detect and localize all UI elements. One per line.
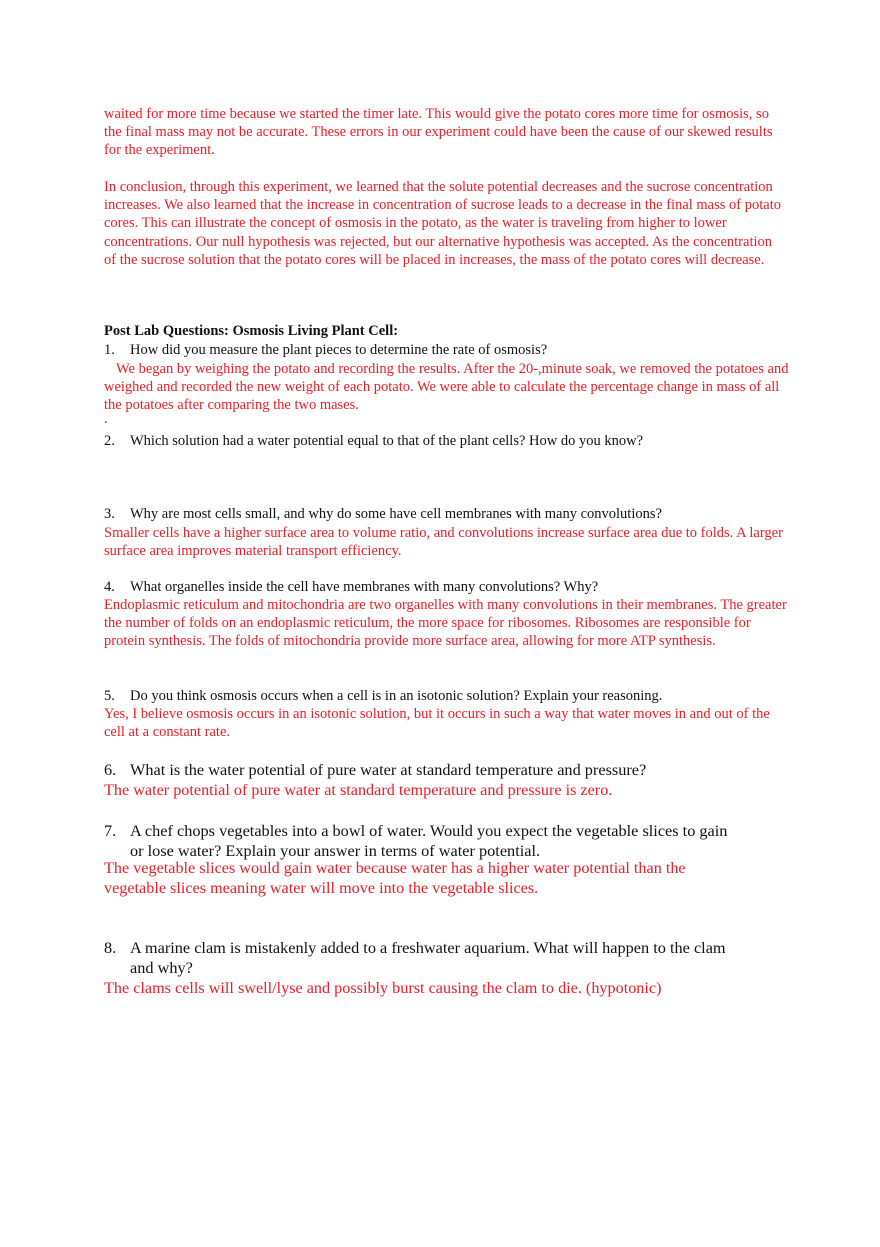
answer-8: The clams cells will swell/lyse and possibly burst causing the clam to die. (hypotonic)	[104, 979, 662, 997]
answer-4: Endoplasmic reticulum and mitochondria are two organelles with many convolutions in their membranes. The greater the number of folds on an endoplasmic reticulum, the more space for ribosomes. Ribosomes are responsible for protein synthesis. The folds of mitochondria provide more surface area, allowing for more ATP synthesis.	[104, 597, 787, 650]
question-7	[104, 821, 784, 860]
question-number: 4.	[104, 579, 115, 595]
question-text: Do you think osmosis occurs when a cell is in an isotonic solution? Explain your reasoning.	[130, 688, 663, 704]
question-number: 3.	[104, 506, 115, 522]
question-number: 7.	[104, 821, 117, 840]
answer-5: Yes, I believe osmosis occurs in an isotonic solution, but it occurs in such a way that water moves in and out of the cell at a constant rate.	[104, 706, 770, 741]
question-number: 5.	[104, 688, 115, 704]
question-text-line1: A chef chops vegetables into a bowl of water. Would you expect the vegetable slices to gain	[130, 821, 728, 840]
question-text: Which solution had a water potential equal to that of the plant cells? How do you know?	[130, 433, 644, 449]
answer-6: The water potential of pure water at standard temperature and pressure is zero.	[104, 781, 613, 799]
question-text: How did you measure the plant pieces to determine the rate of osmosis?	[130, 342, 548, 358]
question-3	[104, 505, 784, 523]
question-text: Why are most cells small, and why do some have cell membranes with many convolutions?	[130, 506, 662, 522]
stray-mark: .	[104, 412, 108, 427]
question-number: 8.	[104, 938, 117, 957]
question-8	[104, 938, 784, 977]
question-text: What organelles inside the cell have membranes with many convolutions? Why?	[130, 579, 599, 595]
question-text: What is the water potential of pure water at standard temperature and pressure?	[130, 760, 647, 779]
question-text-line2: and why?	[130, 957, 193, 977]
question-1	[104, 341, 784, 359]
answer-7: The vegetable slices would gain water because water has a higher water potential than the vegetable slices meaning water will move into the vegetable slices.	[104, 859, 686, 897]
question-number: 1.	[104, 342, 115, 358]
question-6	[104, 760, 784, 780]
question-text-line1: A marine clam is mistakenly added to a freshwater aquarium. What will happen to the clam	[130, 938, 726, 957]
question-text-line2: or lose water? Explain your answer in terms of water potential.	[130, 840, 541, 860]
question-4	[104, 578, 784, 596]
answer-1: We began by weighing the potato and recording the results. After the 20-,minute soak, we removed the potatoes and weighed and recorded the new weight of each potato. We were able to calculate the percentage change in mass of all the potatoes after comparing the two mases.	[104, 361, 789, 414]
question-number: 2.	[104, 433, 115, 449]
intro-paragraph-errors: waited for more time because we started the timer late. This would give the potato cores more time for osmosis, so the final mass may not be accurate. These errors in our experiment could have been the cause of our skewed results for the experiment.	[104, 106, 773, 159]
question-5	[104, 687, 784, 705]
question-2	[104, 432, 784, 450]
section-heading: Post Lab Questions: Osmosis Living Plant Cell:	[104, 323, 399, 339]
answer-3: Smaller cells have a higher surface area to volume ratio, and convolutions increase surface area due to folds. A larger surface area improves material transport efficiency.	[104, 525, 783, 560]
intro-paragraph-conclusion: In conclusion, through this experiment, we learned that the solute potential decreases and the sucrose concentration increases. We also learned that the increase in concentration of sucrose leads to a decrease in the final mass of potato cores. This can illustrate the concept of osmosis in the potato, as the water is traveling from higher to lower concentrations. Our null hypothesis was rejected, but our alternative hypothesis was accepted. As the concentration of the sucrose solution that the potato cores will be placed in increases, the mass of the potato cores will decrease.	[104, 179, 781, 268]
question-number: 6.	[104, 760, 117, 779]
